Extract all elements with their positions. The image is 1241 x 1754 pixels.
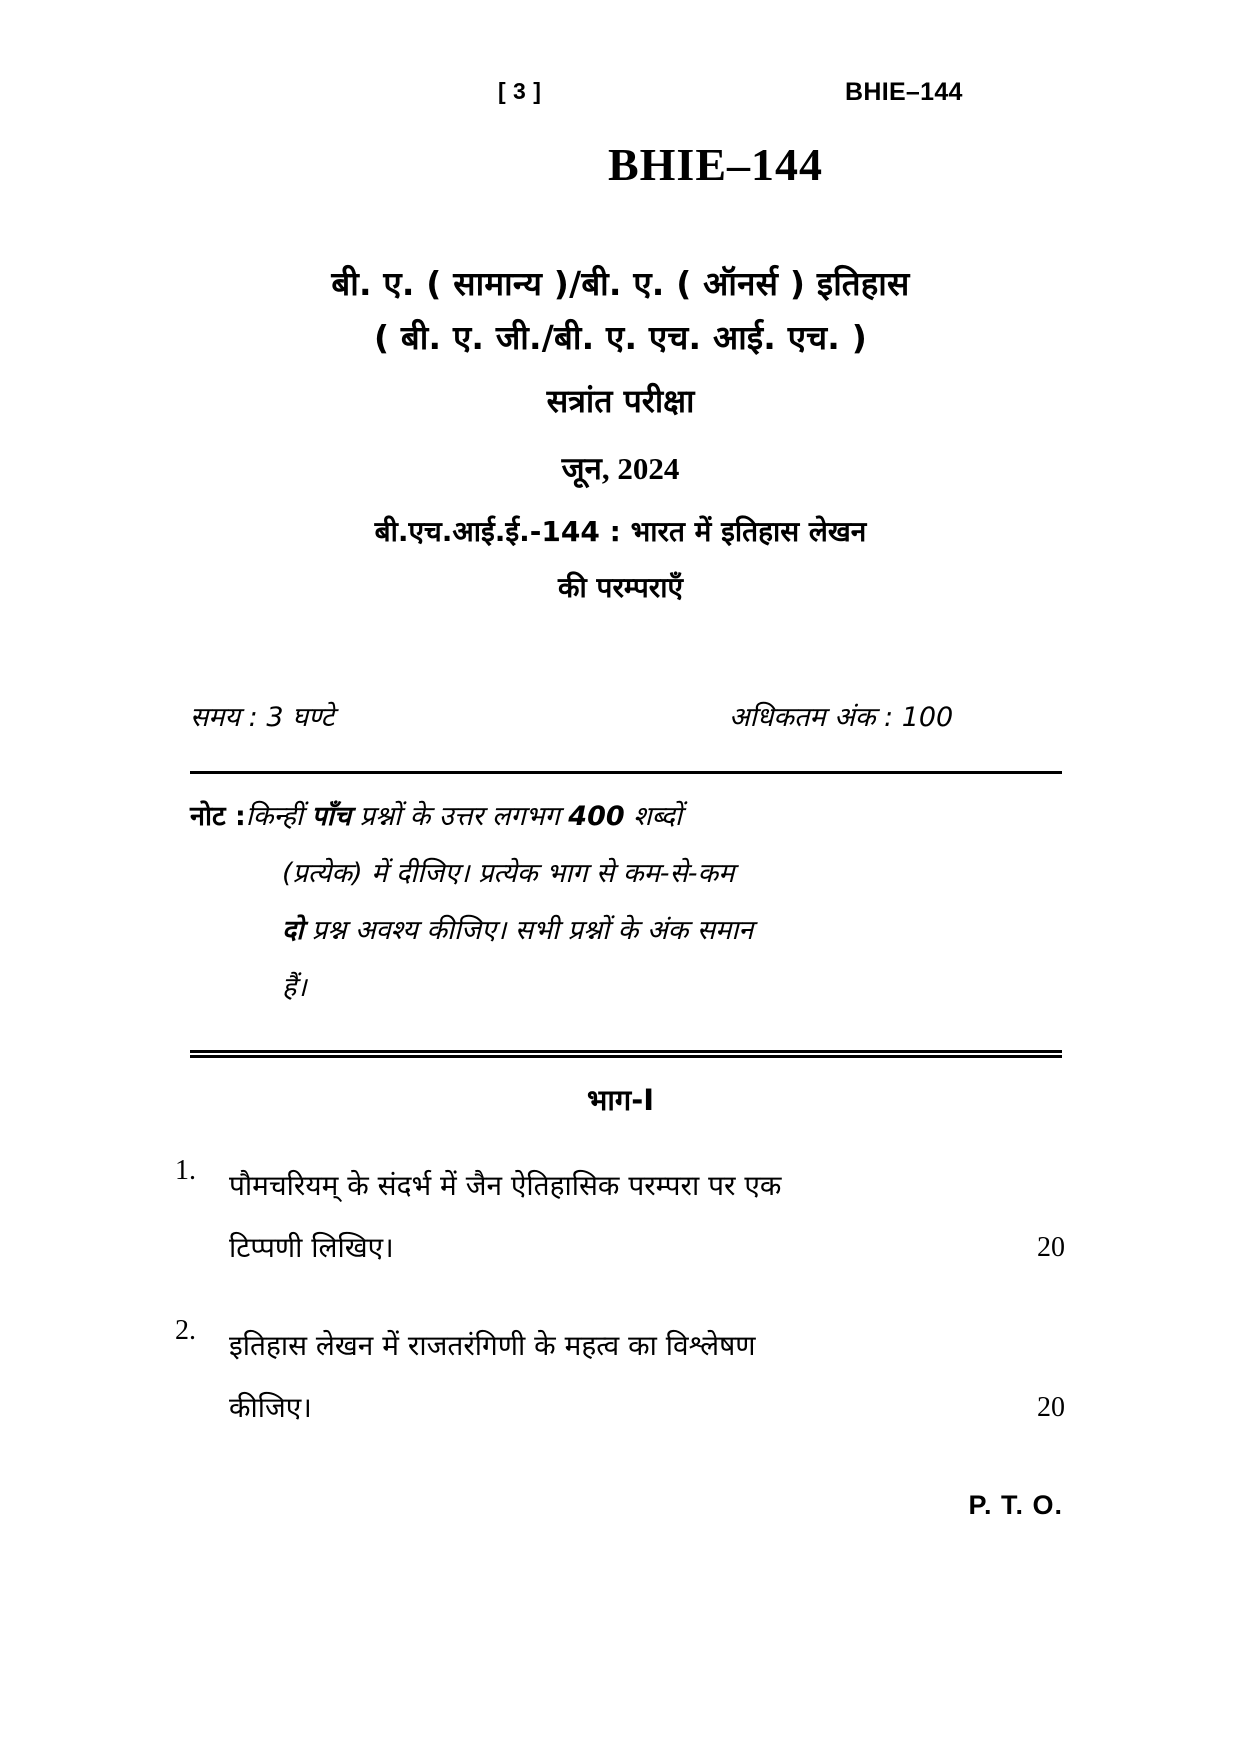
page-turn-over-footer: P. T. O. <box>968 1490 1063 1520</box>
note-label: नोट : <box>190 801 246 832</box>
question-text-line-2: कीजिए। <box>229 1391 312 1424</box>
note-line3-part-b: प्रश्न अवश्य कीजिए। सभी प्रश्नों के अंक समान <box>303 915 754 946</box>
question-number: 2. <box>175 1315 196 1346</box>
note-line-2: (प्रत्येक) में दीजिए। प्रत्येक भाग से कम-से-कम <box>282 858 735 889</box>
note-line-4: हैं। <box>282 972 307 1003</box>
time-allowed: समय : 3 घण्टे <box>190 702 335 733</box>
rule-line-lower <box>190 1055 1062 1058</box>
question-body <box>229 1315 1065 1439</box>
part-heading: भाग-I <box>586 1083 655 1117</box>
question-list <box>175 1155 1065 1475</box>
note-emphasis-minimum: दो <box>282 915 304 946</box>
running-head <box>0 78 1241 118</box>
running-head-paper-code: BHIE–144 <box>845 78 963 106</box>
question-text-line-2-wrap <box>229 1217 1065 1279</box>
note-emphasis-words: 400 <box>568 801 625 832</box>
note-line-1 <box>190 788 1062 845</box>
exam-title-block <box>0 258 1241 614</box>
course-title-line-2: की परम्पराएँ <box>558 571 683 604</box>
exam-type-line: सत्रांत परीक्षा <box>546 382 695 420</box>
instructions-note <box>190 788 1062 1016</box>
question-number: 1. <box>175 1155 196 1186</box>
question-item <box>175 1315 1065 1439</box>
paper-code-title: BHIE–144 <box>607 139 824 190</box>
note-emphasis-count: पाँच <box>311 801 351 832</box>
page-number: [ 3 ] <box>498 78 542 104</box>
horizontal-rule-top <box>190 771 1062 774</box>
question-item <box>175 1155 1065 1279</box>
note-line1-part-e: शब्दों <box>624 801 682 832</box>
note-line1-part-c: प्रश्नों के उत्तर लगभग <box>351 801 569 832</box>
question-marks: 20 <box>1037 1392 1065 1423</box>
question-text-line-2: टिप्पणी लिखिए। <box>229 1231 394 1264</box>
maximum-marks: अधिकतम अंक : 100 <box>729 702 954 733</box>
course-title-line-1: बी.एच.आई.ई.-144 : भारत में इतिहास लेखन <box>374 515 867 548</box>
rule-line-upper <box>190 1050 1062 1053</box>
question-text-line-1: पौमचरियम् के संदर्भ में जैन ऐतिहासिक परम्परा पर एक <box>229 1169 782 1202</box>
question-text-line-2-wrap <box>229 1377 1065 1439</box>
note-line-3 <box>190 902 1062 959</box>
question-marks: 20 <box>1037 1232 1065 1263</box>
horizontal-rule-double <box>190 1050 1062 1058</box>
degree-line: बी. ए. ( सामान्य )/बी. ए. ( ऑनर्स ) इतिहास <box>331 264 910 303</box>
note-line1-part-a: किन्हीं <box>245 801 312 832</box>
exam-session-line: जून, 2024 <box>561 451 680 486</box>
degree-abbrev-line: ( बी. ए. जी./बी. ए. एच. आई. एच. ) <box>373 318 868 357</box>
question-text-line-1: इतिहास लेखन में राजतरंगिणी के महत्व का विश्लेषण <box>229 1329 756 1362</box>
question-body <box>229 1155 1065 1279</box>
